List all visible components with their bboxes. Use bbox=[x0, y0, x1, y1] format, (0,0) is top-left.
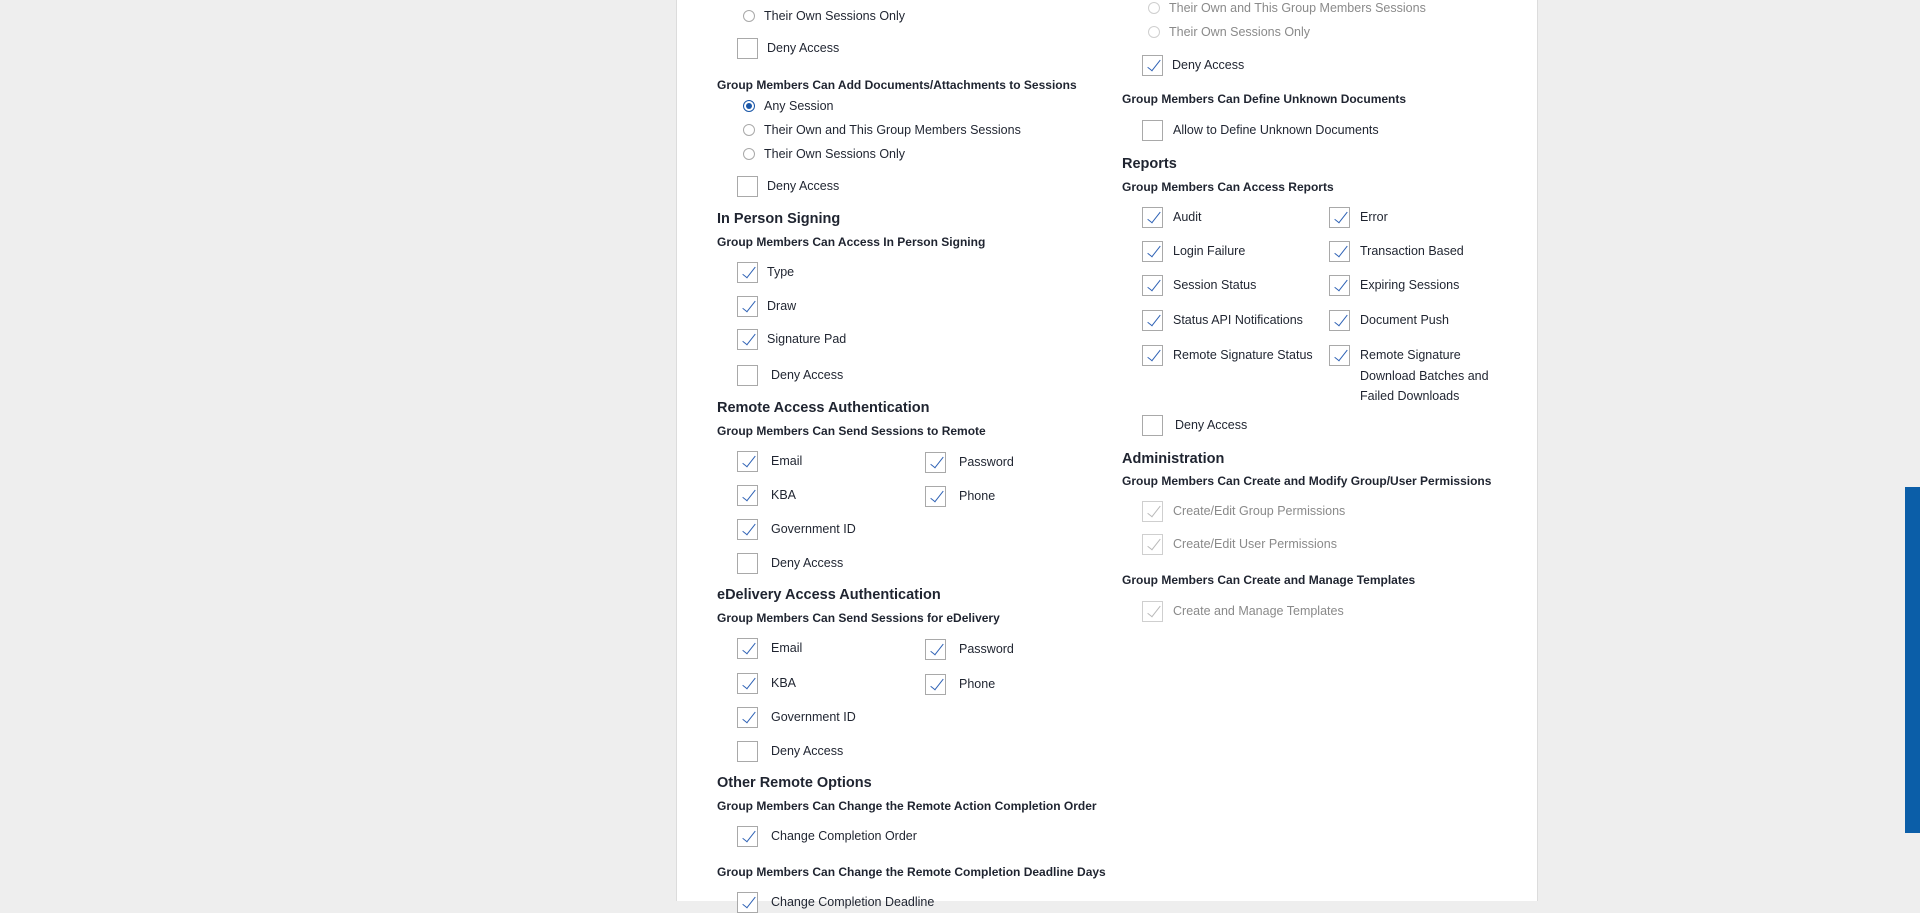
checkbox-label: KBA bbox=[771, 488, 797, 502]
edelivery-auth-heading: eDelivery Access Authentication bbox=[717, 587, 941, 603]
checkbox-report-login-failure[interactable] bbox=[1142, 241, 1245, 262]
checkbox[interactable] bbox=[737, 262, 758, 283]
checkbox-edelivery-password[interactable] bbox=[925, 639, 1014, 660]
unknown-documents-title: Group Members Can Define Unknown Documents bbox=[1122, 92, 1407, 106]
radio-own-and-group-sessions-right[interactable] bbox=[1148, 1, 1426, 16]
checkbox-allow-unknown-documents[interactable] bbox=[1142, 120, 1379, 141]
checkbox-report-expiring-sessions[interactable] bbox=[1329, 275, 1459, 296]
reports-heading: Reports bbox=[1122, 156, 1177, 172]
radio-button[interactable] bbox=[1148, 26, 1160, 38]
checkbox[interactable] bbox=[925, 486, 946, 507]
checkbox[interactable] bbox=[1142, 534, 1163, 555]
checkbox-label: Audit bbox=[1173, 210, 1202, 224]
checkbox-label: Status API Notifications bbox=[1173, 313, 1303, 327]
checkbox-change-completion-order[interactable] bbox=[737, 826, 917, 847]
deny-access-checkbox-in-person[interactable] bbox=[737, 365, 843, 386]
checkbox-label: Login Failure bbox=[1173, 244, 1246, 258]
checkbox[interactable] bbox=[1329, 207, 1350, 228]
checkbox-label: Password bbox=[959, 455, 1014, 469]
add-documents-title: Group Members Can Add Documents/Attachments to Sessions bbox=[717, 78, 1077, 92]
radio-label: Their Own Sessions Only bbox=[764, 147, 906, 161]
deny-access-checkbox-reports[interactable] bbox=[1142, 415, 1247, 436]
checkbox-label: Error bbox=[1360, 210, 1388, 224]
checkbox-label: Phone bbox=[959, 489, 996, 503]
checkbox-label: Create/Edit Group Permissions bbox=[1173, 504, 1346, 518]
checkbox-label: Signature Pad bbox=[767, 332, 847, 346]
checkbox-edelivery-government-id[interactable] bbox=[737, 707, 856, 728]
checkbox[interactable] bbox=[1142, 207, 1163, 228]
checkbox-label: Remote Signature Download Batches and Failed Downloads bbox=[1360, 348, 1489, 403]
permissions-title: Group Members Can Create and Modify Group/User Permissions bbox=[1122, 474, 1492, 488]
checkbox-report-remote-signature-download[interactable] bbox=[1329, 345, 1495, 407]
checkbox[interactable] bbox=[1329, 241, 1350, 262]
checkbox[interactable] bbox=[737, 451, 758, 472]
checkbox[interactable] bbox=[1329, 310, 1350, 331]
checkbox-report-status-api-notifications[interactable] bbox=[1142, 310, 1303, 331]
checkbox-label: Expiring Sessions bbox=[1360, 278, 1460, 292]
checkbox[interactable] bbox=[1142, 241, 1163, 262]
checkbox[interactable] bbox=[1142, 55, 1163, 76]
checkbox-label: Document Push bbox=[1360, 313, 1449, 327]
checkbox-change-completion-deadline[interactable] bbox=[737, 892, 934, 913]
checkbox-remote-phone[interactable] bbox=[925, 486, 995, 507]
checkbox-label: Deny Access bbox=[1172, 58, 1245, 72]
checkbox-label: Government ID bbox=[771, 710, 856, 724]
checkbox-label: KBA bbox=[771, 676, 797, 690]
checkbox[interactable] bbox=[737, 741, 758, 762]
checkbox[interactable] bbox=[737, 38, 758, 59]
checkbox-edelivery-phone[interactable] bbox=[925, 674, 995, 695]
checkbox[interactable] bbox=[925, 674, 946, 695]
in-person-signing-title: Group Members Can Access In Person Signing bbox=[717, 235, 986, 249]
checkbox-label: Remote Signature Status bbox=[1173, 348, 1313, 362]
checkbox-label: Allow to Define Unknown Documents bbox=[1173, 123, 1379, 137]
radio-own-and-group-sessions[interactable] bbox=[743, 123, 1021, 138]
checkbox[interactable] bbox=[1329, 345, 1350, 366]
remote-auth-title: Group Members Can Send Sessions to Remote bbox=[717, 424, 986, 438]
checkbox[interactable] bbox=[1142, 310, 1163, 331]
deny-access-checkbox-top[interactable] bbox=[737, 38, 839, 59]
checkbox-label: Create/Edit User Permissions bbox=[1173, 537, 1337, 551]
radio-button[interactable] bbox=[1148, 2, 1160, 14]
checkbox[interactable] bbox=[1142, 501, 1163, 522]
checkbox[interactable] bbox=[737, 329, 758, 350]
checkbox-label: Draw bbox=[767, 299, 797, 313]
deny-access-checkbox-right-top[interactable] bbox=[1142, 55, 1244, 76]
checkbox[interactable] bbox=[737, 553, 758, 574]
checkbox[interactable] bbox=[737, 485, 758, 506]
scrollbar-thumb[interactable] bbox=[1905, 487, 1920, 833]
checkbox-report-audit[interactable] bbox=[1142, 207, 1202, 228]
checkbox-remote-kba[interactable] bbox=[737, 485, 796, 506]
checkbox-label: Government ID bbox=[771, 522, 856, 536]
checkbox-draw[interactable] bbox=[737, 296, 796, 317]
checkbox-label: Password bbox=[959, 642, 1014, 656]
checkbox[interactable] bbox=[1142, 415, 1163, 436]
templates-title: Group Members Can Create and Manage Templates bbox=[1122, 573, 1416, 587]
checkbox-report-document-push[interactable] bbox=[1329, 310, 1449, 331]
checkbox[interactable] bbox=[1142, 275, 1163, 296]
in-person-signing-heading: In Person Signing bbox=[717, 211, 841, 227]
checkbox-report-transaction-based[interactable] bbox=[1329, 241, 1464, 262]
checkbox-report-error[interactable] bbox=[1329, 207, 1388, 228]
radio-own-sessions-only[interactable] bbox=[743, 147, 905, 162]
radio-button[interactable] bbox=[743, 10, 755, 22]
radio-label: Their Own Sessions Only bbox=[764, 9, 906, 23]
checkbox-label: Change Completion Deadline bbox=[771, 895, 935, 909]
checkbox-signature-pad[interactable] bbox=[737, 329, 846, 350]
checkbox-remote-government-id[interactable] bbox=[737, 519, 856, 540]
checkbox[interactable] bbox=[1142, 120, 1163, 141]
checkbox[interactable] bbox=[925, 639, 946, 660]
radio-button[interactable] bbox=[743, 100, 755, 112]
checkbox-label: Session Status bbox=[1173, 278, 1257, 292]
checkbox[interactable] bbox=[737, 296, 758, 317]
radio-own-sessions-only-right[interactable] bbox=[1148, 25, 1310, 40]
radio-their-own-sessions-only-top[interactable] bbox=[743, 9, 905, 24]
checkbox-label: Email bbox=[771, 454, 803, 468]
checkbox-label: Deny Access bbox=[1175, 418, 1248, 432]
edelivery-auth-title: Group Members Can Send Sessions for eDelivery bbox=[717, 611, 1000, 625]
checkbox[interactable] bbox=[737, 892, 758, 913]
checkbox[interactable] bbox=[737, 519, 758, 540]
other-remote-options-heading: Other Remote Options bbox=[717, 775, 872, 791]
checkbox[interactable] bbox=[1142, 345, 1163, 366]
checkbox-edelivery-kba[interactable] bbox=[737, 673, 796, 694]
checkbox-remote-email[interactable] bbox=[737, 451, 802, 472]
administration-heading: Administration bbox=[1122, 451, 1225, 467]
checkbox[interactable] bbox=[925, 452, 946, 473]
checkbox-remote-password[interactable] bbox=[925, 452, 1014, 473]
checkbox[interactable] bbox=[1142, 601, 1163, 622]
checkbox-report-remote-signature-status[interactable] bbox=[1142, 345, 1313, 366]
remote-auth-heading: Remote Access Authentication bbox=[717, 400, 930, 416]
checkbox-create-manage-templates[interactable] bbox=[1142, 601, 1344, 622]
checkbox-label: Phone bbox=[959, 677, 996, 691]
checkbox-label: Create and Manage Templates bbox=[1173, 604, 1344, 618]
checkbox-label: Deny Access bbox=[767, 41, 840, 55]
deny-access-checkbox-edelivery[interactable] bbox=[737, 741, 843, 762]
checkbox[interactable] bbox=[737, 673, 758, 694]
radio-any-session[interactable] bbox=[743, 99, 833, 114]
checkbox-report-session-status[interactable] bbox=[1142, 275, 1256, 296]
checkbox[interactable] bbox=[737, 638, 758, 659]
checkbox-label: Transaction Based bbox=[1360, 244, 1464, 258]
completion-deadline-title: Group Members Can Change the Remote Completion Deadline Days bbox=[717, 865, 1106, 879]
radio-button[interactable] bbox=[743, 148, 755, 160]
checkbox-label: Deny Access bbox=[771, 368, 844, 382]
checkbox[interactable] bbox=[737, 707, 758, 728]
checkbox-create-edit-group-permissions[interactable] bbox=[1142, 501, 1345, 522]
radio-label: Their Own Sessions Only bbox=[1169, 25, 1311, 39]
reports-title: Group Members Can Access Reports bbox=[1122, 180, 1334, 194]
radio-label: Their Own and This Group Members Sessions bbox=[1169, 1, 1426, 15]
completion-order-title: Group Members Can Change the Remote Action Completion Order bbox=[717, 799, 1097, 813]
permissions-panel bbox=[676, 0, 1538, 909]
checkbox-label: Change Completion Order bbox=[771, 829, 917, 843]
checkbox[interactable] bbox=[737, 826, 758, 847]
checkbox[interactable] bbox=[1329, 275, 1350, 296]
checkbox-edelivery-email[interactable] bbox=[737, 638, 802, 659]
checkbox-label: Deny Access bbox=[771, 556, 844, 570]
checkbox-label: Email bbox=[771, 641, 803, 655]
checkbox-create-edit-user-permissions[interactable] bbox=[1142, 534, 1337, 555]
radio-label: Any Session bbox=[764, 99, 834, 113]
deny-access-checkbox-add-docs[interactable] bbox=[737, 176, 839, 197]
checkbox-type[interactable] bbox=[737, 262, 794, 283]
checkbox-label: Type bbox=[767, 265, 795, 279]
radio-button[interactable] bbox=[743, 124, 755, 136]
deny-access-checkbox-remote[interactable] bbox=[737, 553, 843, 574]
checkbox[interactable] bbox=[737, 176, 758, 197]
radio-label: Their Own and This Group Members Sessions bbox=[764, 123, 1021, 137]
checkbox[interactable] bbox=[737, 365, 758, 386]
checkbox-label: Deny Access bbox=[771, 744, 844, 758]
checkbox-label: Deny Access bbox=[767, 179, 840, 193]
